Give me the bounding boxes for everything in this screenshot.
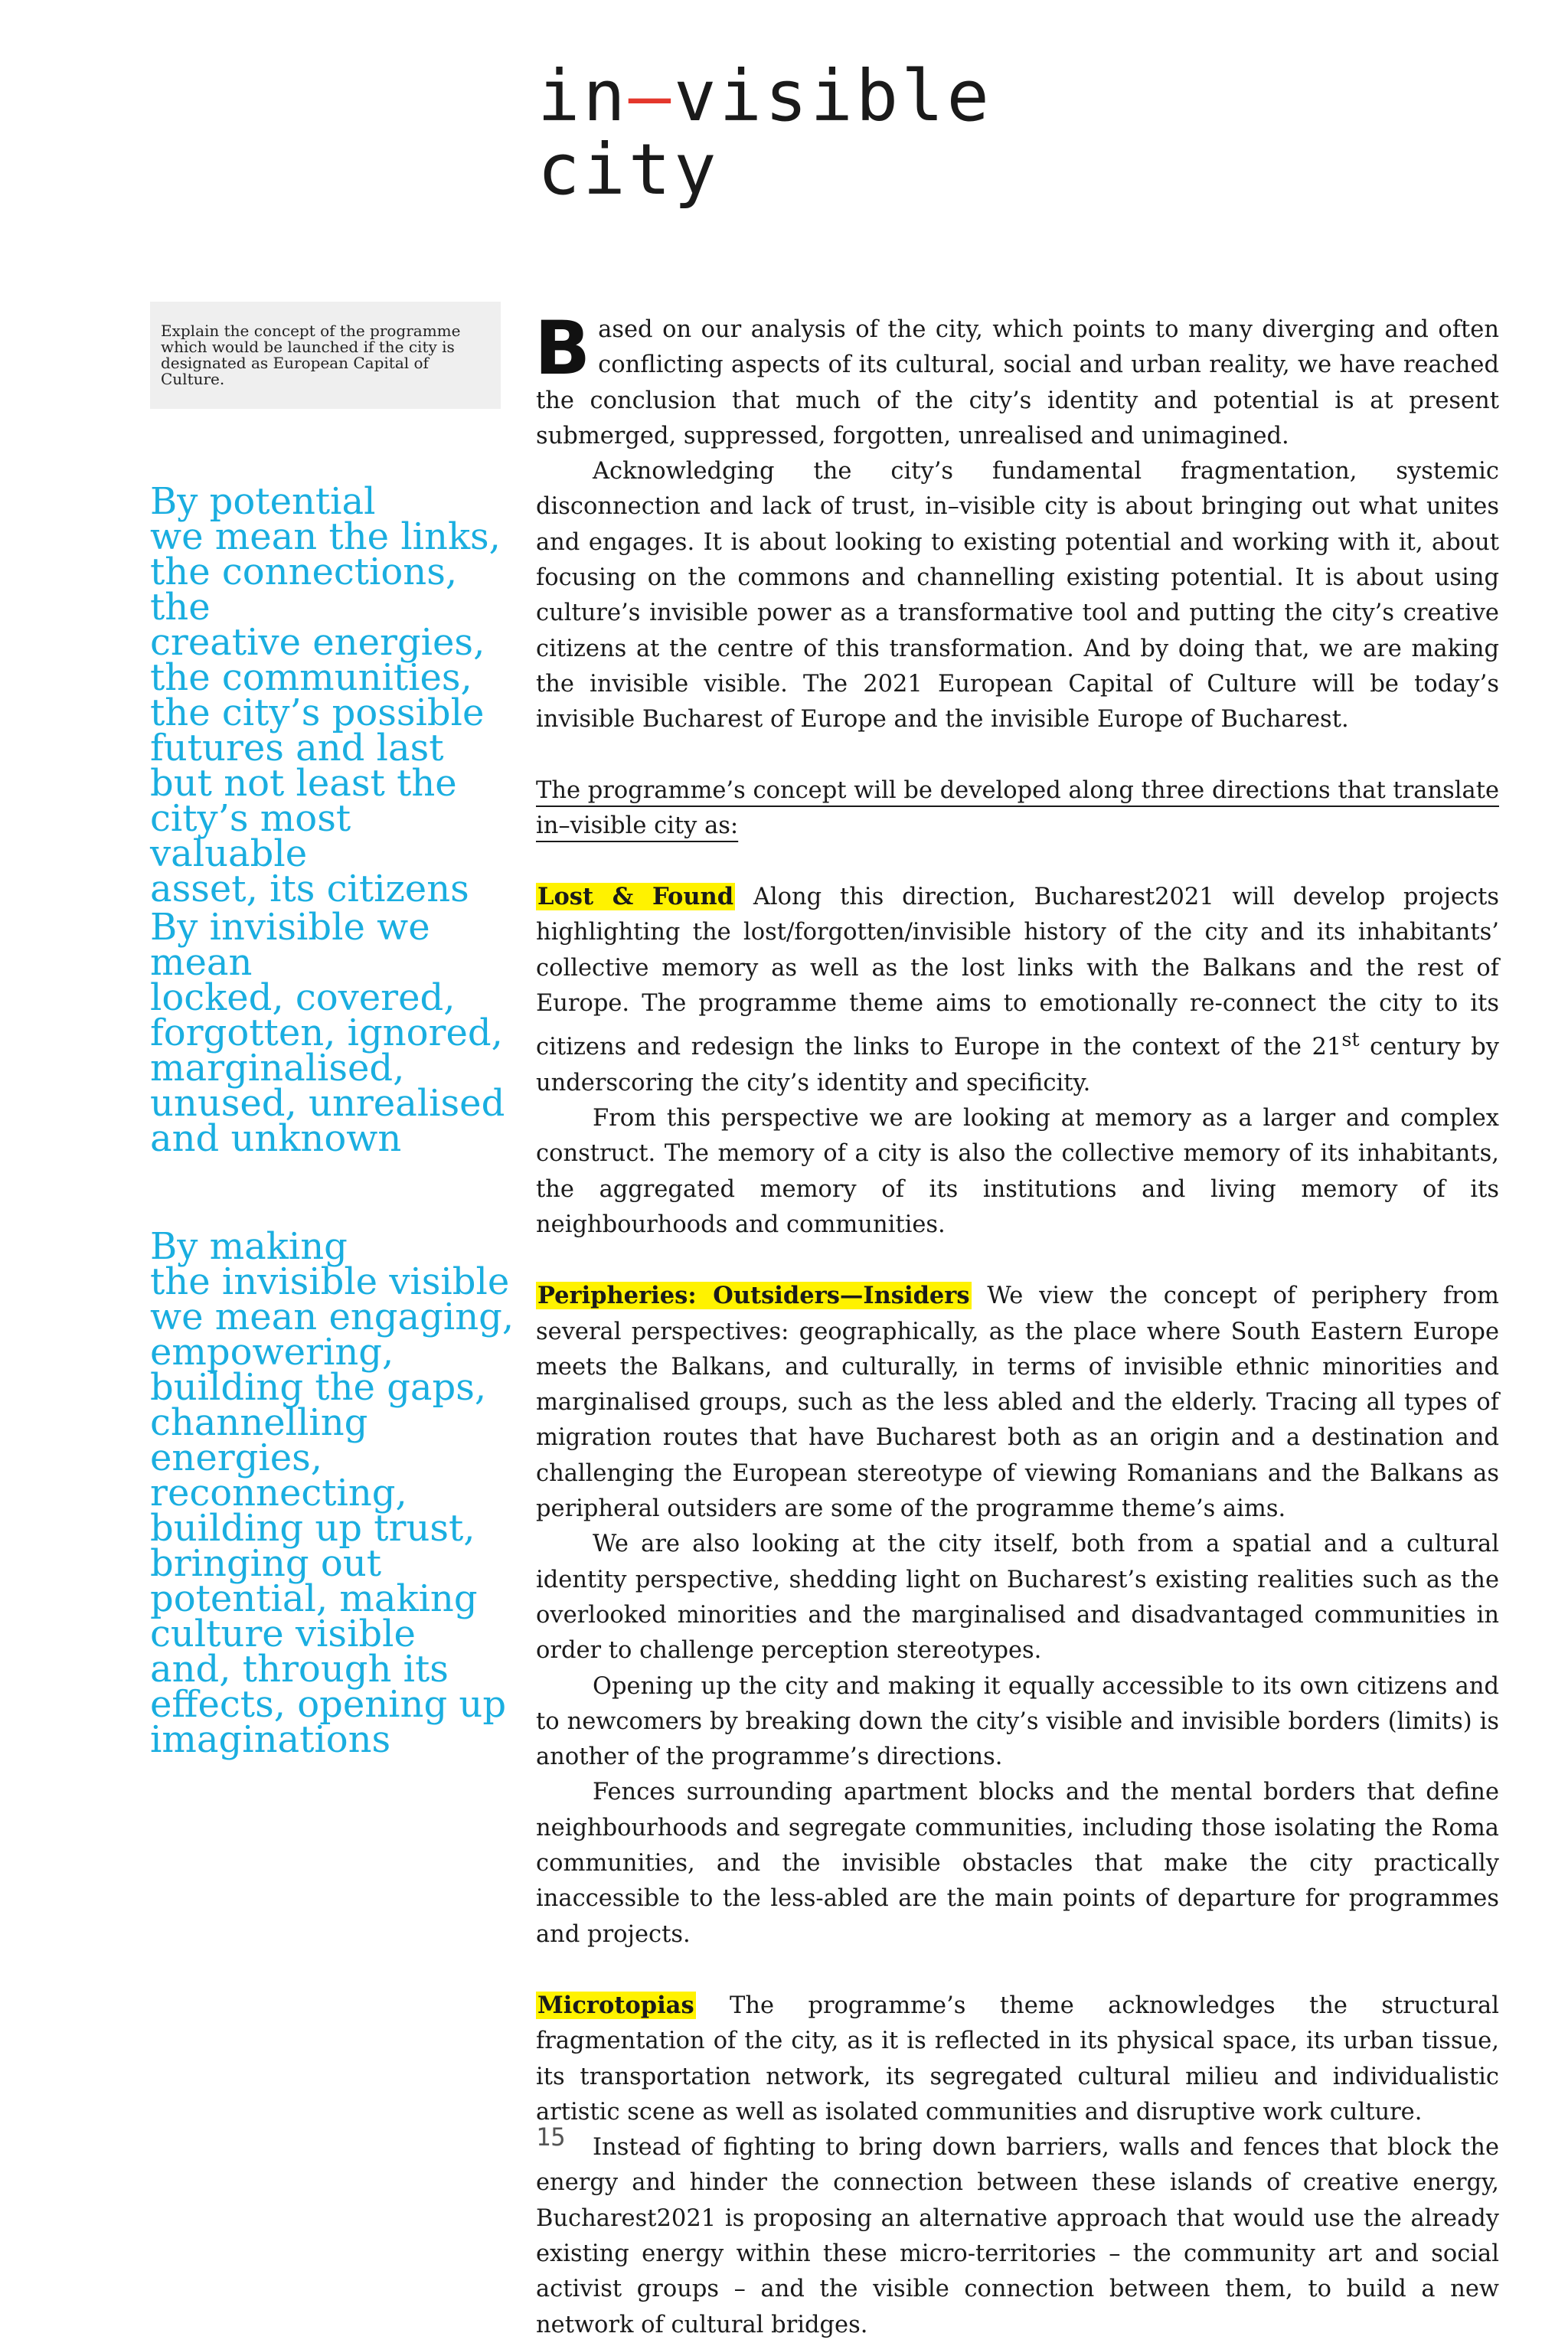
quote-line: building up trust, bbox=[150, 1507, 475, 1550]
label-peripheries: Peripheries: Outsiders—Insiders bbox=[537, 1282, 970, 1310]
quote-line: the communities, bbox=[150, 656, 472, 699]
page-title bbox=[537, 55, 992, 211]
pull-quote-invisible bbox=[150, 906, 518, 1160]
prompt-box: Explain the concept of the programme which would be launched if the city is designated as European Capital of Culture. bbox=[150, 302, 501, 409]
quote-line: the invisible visible bbox=[150, 1260, 510, 1303]
paragraph-instead: Instead of fighting to bring down barriers, walls and fences that block the energy and hinder the connection between these islands of creative energy, Bucharest2021 is proposing an alternative approach that would use the already existing energy within these micro-territories – the community art and social activist groups – and the visible connection between them, to build a new network of cultural bridges. bbox=[536, 2134, 1499, 2338]
label-microtopias: Microtopias bbox=[537, 1991, 694, 2019]
section-microtopias bbox=[536, 1988, 1499, 2130]
quote-line: By invisible we mean bbox=[150, 906, 430, 984]
quote-line: we mean engaging, bbox=[150, 1296, 514, 1338]
quote-line: By potential bbox=[150, 480, 376, 523]
quote-line: empowering, bbox=[150, 1331, 394, 1374]
microtopias-text: The programme’s theme acknowledges the structural fragmentation of the city, as it is reflected in its physical space, its urban tissue, its transportation network, its segregated cultural milieu and individualistic artistic scene as well as isolated communities and disruptive work culture. bbox=[536, 1992, 1499, 2126]
directions-lead bbox=[536, 773, 1499, 845]
title-line-2: city bbox=[537, 129, 720, 211]
quote-line: reconnecting, bbox=[150, 1472, 407, 1515]
quote-line: futures and last bbox=[150, 727, 444, 770]
superscript-st: st bbox=[1341, 1028, 1360, 1051]
lost-found-text-a: Along this direction, Bucharest2021 will develop projects highlighting the lost/forgotten/invisible history of the city and its inhabitants’ collective memory as well as the lost links with the Balkans and the rest of Europe. The programme theme aims to emotionally re-connect the city to its citizens and redesign the links to Europe in the context of the 21 bbox=[536, 884, 1499, 1061]
title-line-1 bbox=[537, 55, 992, 137]
directions-lead-text: The programme’s concept will be developed along three directions that translate in–visible city as: bbox=[536, 776, 1499, 839]
paragraph-city-itself: We are also looking at the city itself, both from a spatial and a cultural identity perspective, shedding light on Bucharest’s existing realities such as the overlooked minorities and the marginalised and disadvantaged communities in order to challenge perception stereotypes. bbox=[536, 1531, 1499, 1665]
quote-line: the city’s possible bbox=[150, 691, 485, 734]
paragraph-fences: Fences surrounding apartment blocks and the mental borders that define neighbourhoods and segregate communities, including those isolating the Roma communities, and the invisible obstacles that make the city practically inaccessible to the less-abled are the main points of departure for programmes and projects. bbox=[536, 1779, 1499, 1948]
quote-line: and unknown bbox=[150, 1117, 402, 1160]
quote-line: channelling energies, bbox=[150, 1401, 368, 1479]
title-in: in bbox=[537, 55, 629, 137]
quote-line: we mean the links, bbox=[150, 515, 501, 558]
lost-found-text-b: century by underscoring the city’s identity and specificity. bbox=[536, 1034, 1499, 1096]
title-visible: visible bbox=[674, 55, 992, 137]
intro-text: ased on our analysis of the city, which points to many diverging and often conflicting aspects of its cultural, social and urban reality, we have reached the conclusion that much of the city’s identity and potential is at present submerged, suppressed, forgotten, unrealised and unimagined. bbox=[536, 316, 1499, 449]
quote-line: marginalised, bbox=[150, 1047, 405, 1090]
quote-line: creative energies, bbox=[150, 621, 485, 664]
quote-line: potential, making bbox=[150, 1577, 478, 1620]
label-lost-found: Lost & Found bbox=[537, 883, 734, 911]
title-dash: — bbox=[628, 55, 675, 137]
main-text-column bbox=[534, 306, 1499, 2343]
pull-quote-potential bbox=[150, 480, 518, 910]
quote-line: bringing out bbox=[150, 1542, 382, 1585]
page-number: 15 bbox=[536, 2122, 566, 2152]
quote-line: forgotten, ignored, bbox=[150, 1011, 503, 1054]
quote-line: culture visible bbox=[150, 1613, 416, 1655]
quote-line: city’s most valuable bbox=[150, 797, 351, 875]
quote-line: but not least the bbox=[150, 762, 457, 805]
peripheries-text: We view the concept of periphery from several perspectives: geographically, as the place where South Eastern Europe meets the Balkans, and culturally, in terms of invisible ethnic minorities and marginalised groups, such as the less abled and the elderly. Tracing all types of migration routes that have Bucharest both as an origin and a destination and challenging the European stereotype of viewing Romanians and the Balkans as peripheral outsiders are some of the programme theme’s aims. bbox=[536, 1283, 1499, 1523]
quote-line: locked, covered, bbox=[150, 976, 456, 1019]
quote-line: building the gaps, bbox=[150, 1366, 487, 1409]
quote-line: asset, its citizens bbox=[150, 868, 469, 910]
paragraph-opening-up: Opening up the city and making it equally accessible to its own citizens and to newcomers by breaking down the city’s visible and invisible borders (limits) is another of the programme’s directions. bbox=[536, 1672, 1499, 1771]
intro-paragraph bbox=[534, 306, 1499, 454]
section-lost-found bbox=[536, 879, 1499, 1101]
quote-line: unused, unrealised bbox=[150, 1082, 505, 1125]
quote-line: effects, opening up bbox=[150, 1683, 507, 1726]
quote-line: By making bbox=[150, 1225, 348, 1268]
paragraph-memory: From this perspective we are looking at memory as a larger and complex construct. The memory of a city is also the collective memory of its inhabitants, the aggregated memory of its institutions and living memory of its neighbourhoods and communities. bbox=[536, 1105, 1499, 1238]
quote-line: and, through its bbox=[150, 1648, 449, 1691]
pull-quote-making-visible bbox=[150, 1225, 518, 1761]
drop-cap: B bbox=[534, 306, 591, 391]
quote-line: the connections, the bbox=[150, 551, 458, 629]
paragraph-acknowledging: Acknowledging the city’s fundamental fragmentation, systemic disconnection and lack of trust, in–visible city is about bringing out what unites and engages. It is about looking to existing potential and working with it, about focusing on the commons and channelling existing potential. It is about using culture’s invisible power as a transformative tool and putting the city’s creative citizens at the centre of this transformation. And by doing that, we are making the invisible visible. The 2021 European Capital of Culture will be today’s invisible Bucharest of Europe and the invisible Europe of Bucharest. bbox=[536, 458, 1499, 734]
quote-line: imaginations bbox=[150, 1718, 391, 1761]
section-peripheries bbox=[536, 1278, 1499, 1527]
